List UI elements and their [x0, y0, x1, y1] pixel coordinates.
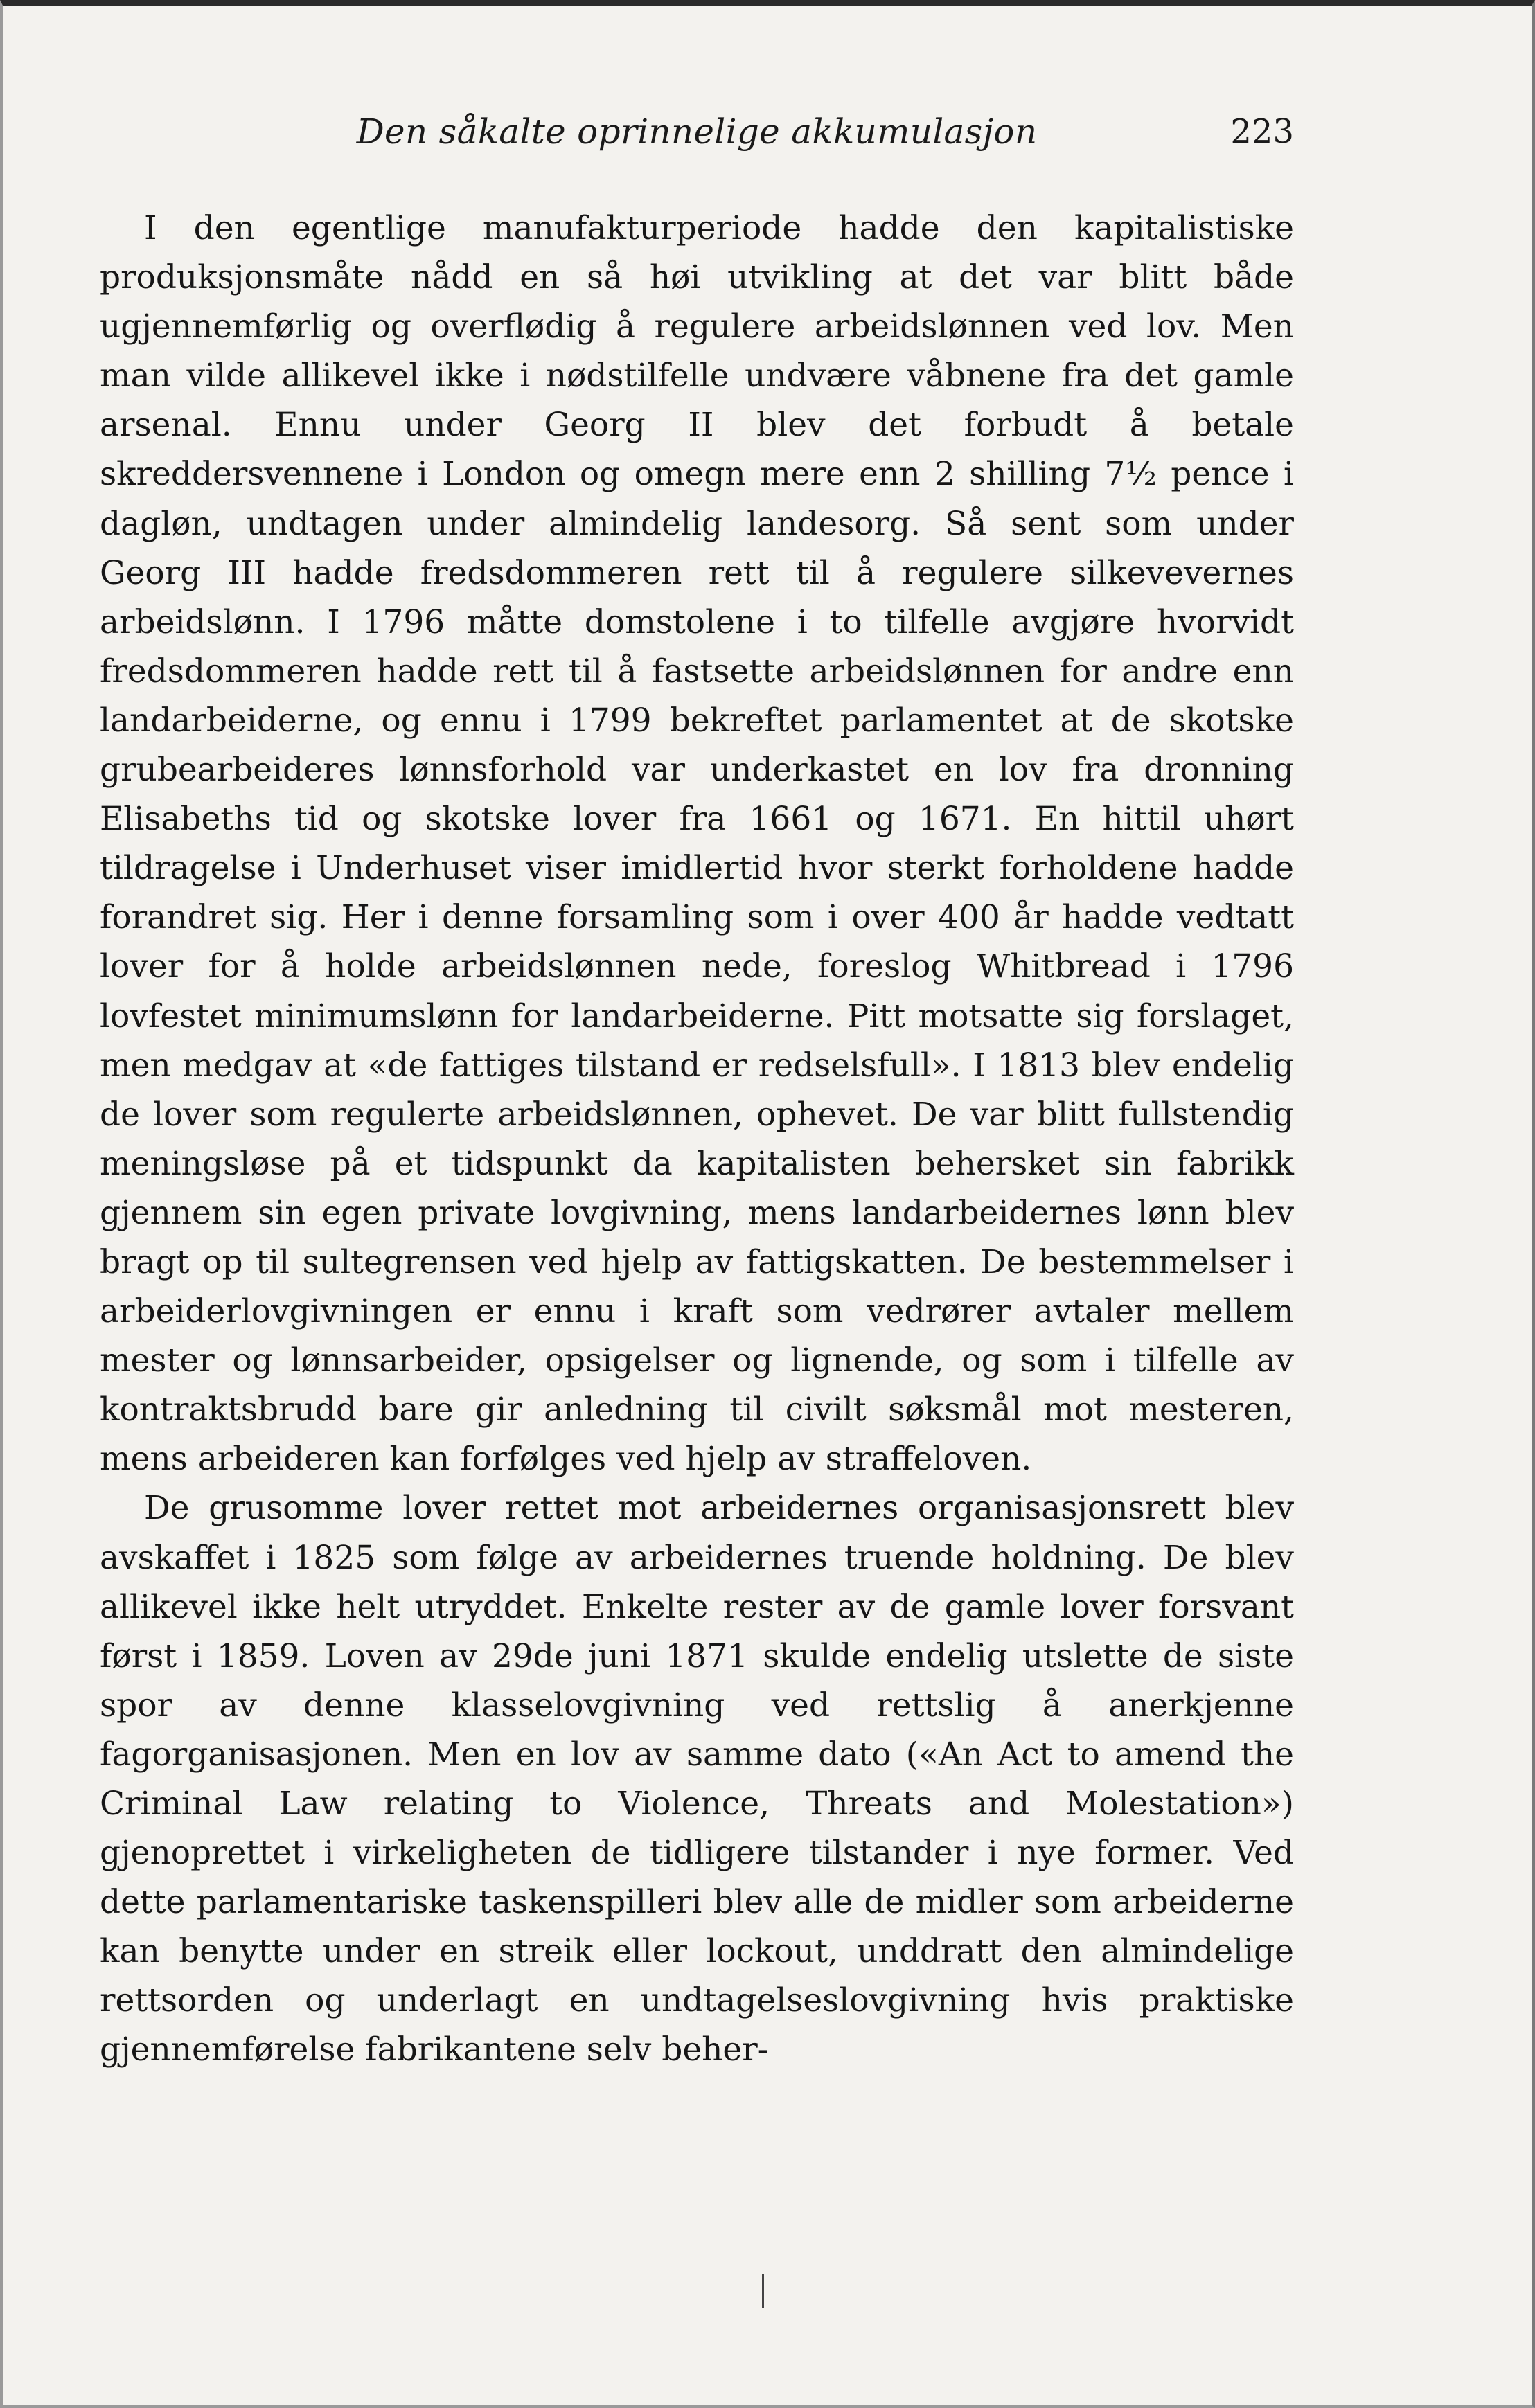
running-title: Den såkalte oprinnelige akkumulasjon — [356, 112, 1038, 152]
page-number: 223 — [1230, 112, 1294, 151]
paragraph-1: I den egentlige manufakturperiode hadde den kapitalistiske produksjonsmåte nådd en så høi utvikling at det var blitt både ugjennemførlig og overflødig å regulere arbeidslønnen ved lov. Men man vilde allikevel ikke i nødstilfelle undvære våbnene fra det gamle arsenal. Ennu under Georg II blev det forbudt å betale skreddersvennene i London og omegn mere enn 2 shilling 7½ pence i dagløn, undtagen under almindelig landesorg. Så sent som under Georg III hadde fredsdommeren rett til å regulere silkevevernes arbeidslønn. I 1796 måtte domstolene i to tilfelle avgjøre hvorvidt fredsdommeren hadde rett til å fastsette arbeidslønnen for andre enn landarbeiderne, og ennu i 1799 bekreftet parlamentet at de skotske grubearbeideres lønnsforhold var underkastet en lov fra dronning Elisabeths tid og skotske lover fra 1661 og 1671. En hittil uhørt tildragelse i Underhuset viser imidlertid hvor sterkt forholdene hadde forandret sig. Her i denne forsamling som i over 400 år hadde vedtatt lover for å holde arbeidslønnen nede, foreslog Whitbread i 1796 lovfestet minimumslønn for landarbeiderne. Pitt motsatte sig forslaget, men medgav at «de fattiges tilstand er redselsfull». I 1813 blev endelig de lover som regulerte arbeidslønnen, ophevet. De var blitt fullstendig meningsløse på et tidspunkt da kapitalisten behersket sin fabrikk gjennem sin egen private lovgivning, mens landarbeidernes lønn blev bragt op til sultegrensen ved hjelp av fattigskatten. De bestemmelser i arbeiderlovgivningen er ennu i kraft som vedrører avtaler mellem mester og lønnsarbeider, opsigelser og lignende, og som i tilfelle av kontraktsbrudd bare gir anledning til civilt søksmål mot mesteren, mens arbeideren kan forfølges ved hjelp av straffeloven. — [100, 209, 1294, 1479]
gutter-mark — [762, 2274, 764, 2308]
body-text — [100, 204, 1294, 2075]
paragraph-2: De grusomme lover rettet mot arbeidernes organisasjonsrett blev avskaffet i 1825 som følge av arbeidernes truende holdning. De blev allikevel ikke helt utryddet. Enkelte rester av de gamle lover forsvant først i 1859. Loven av 29de juni 1871 skulde endelig utslette de siste spor av denne klasselovgivning ved rettslig å anerkjenne fagorganisasjonen. Men en lov av samme dato («An Act to amend the Criminal Law relating to Violence, Threats and Molestation») gjenoprettet i virkeligheten de tidligere tilstander i nye former. Ved dette parlamentariske taskenspilleri blev alle de midler som arbeiderne kan benytte under en streik eller lockout, unddratt den almindelige rettsorden og underlagt en undtagelseslovgivning hvis praktiske gjennemførelse fabrikantene selv beher- — [100, 1489, 1294, 2069]
running-head — [100, 104, 1294, 159]
book-page — [100, 0, 1294, 2408]
